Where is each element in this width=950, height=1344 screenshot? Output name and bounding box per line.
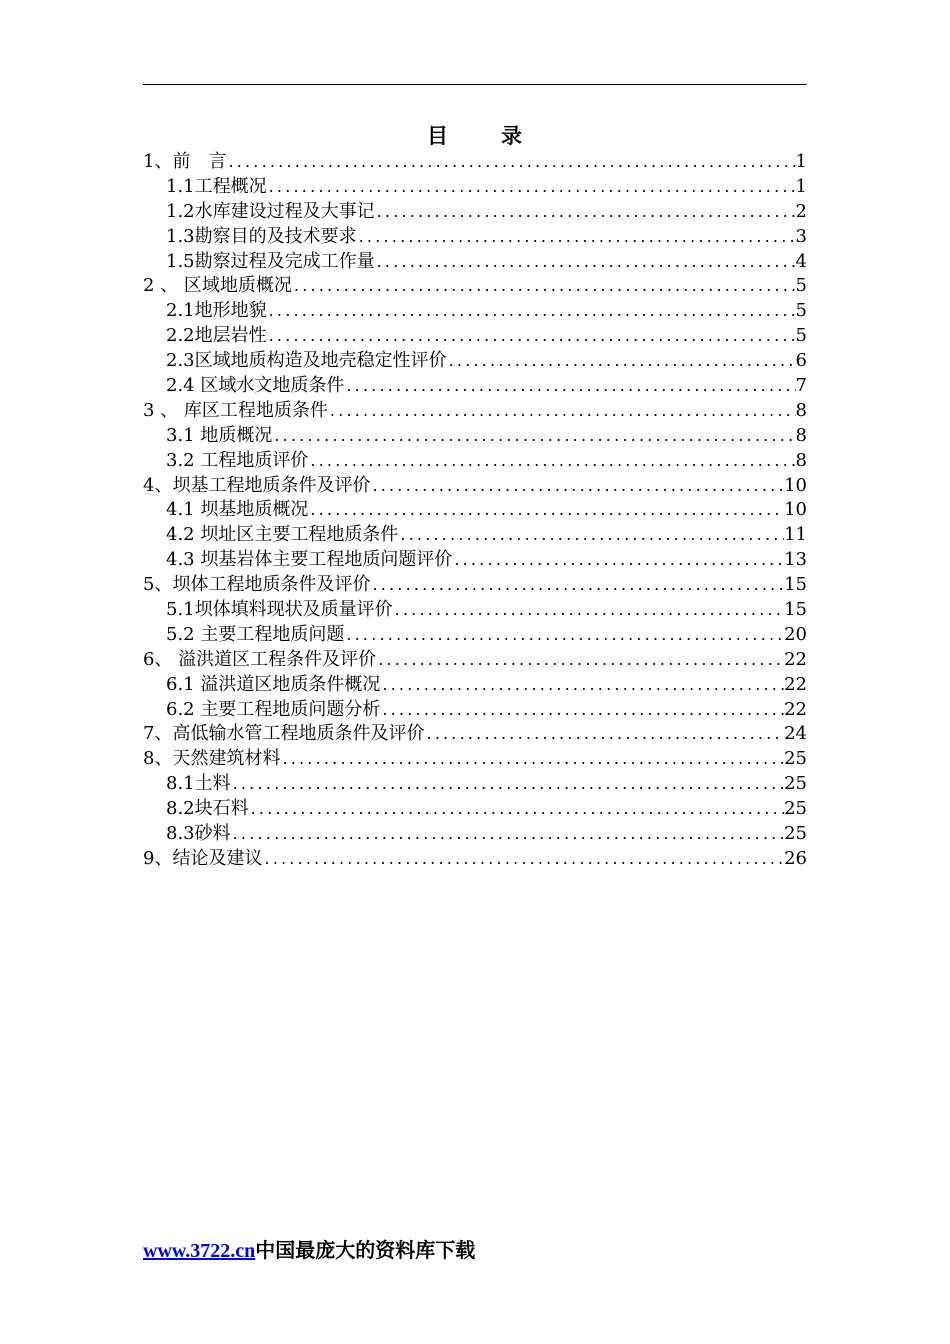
toc-entry-page: 5 bbox=[795, 275, 807, 297]
toc-entry[interactable] bbox=[143, 498, 807, 523]
toc-entry-page: 6 bbox=[795, 350, 807, 372]
table-of-contents bbox=[143, 150, 807, 872]
toc-entry[interactable] bbox=[143, 250, 807, 275]
toc-leader-dots bbox=[344, 623, 784, 648]
toc-entry-label: 6、 溢洪道区工程条件及评价 bbox=[143, 648, 377, 670]
toc-entry-page: 4 bbox=[795, 250, 807, 272]
toc-leader-dots bbox=[249, 797, 784, 822]
toc-entry-label: 4.1 坝基地质概况 bbox=[166, 499, 309, 521]
toc-leader-dots bbox=[380, 673, 784, 698]
toc-title-right: 录 bbox=[501, 123, 523, 148]
toc-entry[interactable] bbox=[143, 847, 807, 872]
toc-entry[interactable] bbox=[143, 722, 807, 747]
toc-entry-label: 4、坝基工程地质条件及评价 bbox=[143, 474, 371, 496]
toc-entry-label: 4.3 坝基岩体主要工程地质问题评价 bbox=[166, 549, 453, 571]
toc-entry[interactable] bbox=[143, 822, 807, 847]
toc-entry[interactable] bbox=[143, 324, 807, 349]
toc-entry[interactable] bbox=[143, 698, 807, 723]
toc-entry-page: 22 bbox=[784, 673, 807, 695]
toc-entry-label: 3.1 地质概况 bbox=[166, 424, 273, 446]
toc-entry-page: 13 bbox=[784, 549, 807, 571]
footer-text: 中国最庞大的资料库下载 bbox=[255, 1238, 476, 1262]
toc-leader-dots bbox=[267, 175, 796, 200]
toc-entry-label: 2.4 区域水文地质条件 bbox=[166, 375, 345, 397]
toc-entry-page: 10 bbox=[784, 474, 807, 496]
toc-entry-label: 1.5勘察过程及完成工作量 bbox=[166, 250, 375, 272]
toc-entry[interactable] bbox=[143, 200, 807, 225]
toc-entry[interactable] bbox=[143, 648, 807, 673]
toc-entry-label: 9、结论及建议 bbox=[143, 847, 263, 869]
toc-entry-page: 15 bbox=[784, 574, 807, 596]
toc-entry-page: 11 bbox=[784, 524, 807, 546]
toc-title bbox=[143, 122, 807, 150]
toc-title-left: 目 bbox=[427, 123, 449, 148]
toc-entry-page: 5 bbox=[795, 300, 807, 322]
toc-entry[interactable] bbox=[143, 274, 807, 299]
toc-entry-page: 25 bbox=[784, 823, 807, 845]
toc-entry-label: 8.3砂料 bbox=[166, 823, 231, 845]
toc-leader-dots bbox=[452, 548, 784, 573]
toc-entry[interactable] bbox=[143, 523, 807, 548]
toc-entry-page: 22 bbox=[784, 698, 807, 720]
toc-entry-page: 25 bbox=[784, 748, 807, 770]
toc-entry[interactable] bbox=[143, 374, 807, 399]
toc-entry-page: 15 bbox=[784, 599, 807, 621]
toc-entry-label: 2.2地层岩性 bbox=[166, 325, 267, 347]
toc-entry[interactable] bbox=[143, 623, 807, 648]
toc-entry[interactable] bbox=[143, 349, 807, 374]
toc-leader-dots bbox=[267, 324, 796, 349]
toc-entry-page: 1 bbox=[795, 175, 807, 197]
toc-entry-page: 24 bbox=[784, 723, 807, 745]
toc-entry[interactable] bbox=[143, 399, 807, 424]
toc-entry[interactable] bbox=[143, 573, 807, 598]
toc-leader-dots bbox=[328, 399, 796, 424]
toc-entry-label: 4.2 坝址区主要工程地质条件 bbox=[166, 524, 399, 546]
toc-leader-dots bbox=[226, 150, 795, 175]
toc-entry[interactable] bbox=[143, 225, 807, 250]
toc-leader-dots bbox=[272, 424, 795, 449]
toc-entry[interactable] bbox=[143, 673, 807, 698]
toc-entry-page: 20 bbox=[784, 623, 807, 645]
toc-leader-dots bbox=[370, 573, 784, 598]
toc-leader-dots bbox=[267, 299, 796, 324]
toc-entry-label: 3 、 库区工程地质条件 bbox=[143, 399, 328, 421]
toc-entry[interactable] bbox=[143, 598, 807, 623]
toc-entry[interactable] bbox=[143, 474, 807, 499]
toc-entry[interactable] bbox=[143, 299, 807, 324]
toc-entry[interactable] bbox=[143, 772, 807, 797]
toc-leader-dots bbox=[393, 598, 784, 623]
toc-leader-dots bbox=[375, 250, 796, 275]
toc-entry-page: 5 bbox=[795, 325, 807, 347]
toc-leader-dots bbox=[375, 200, 796, 225]
toc-leader-dots bbox=[370, 474, 784, 499]
toc-entry[interactable] bbox=[143, 548, 807, 573]
toc-entry[interactable] bbox=[143, 449, 807, 474]
toc-leader-dots bbox=[292, 274, 796, 299]
toc-leader-dots bbox=[357, 225, 796, 250]
footer bbox=[143, 1234, 475, 1267]
toc-leader-dots bbox=[380, 698, 784, 723]
toc-entry-label: 6.1 溢洪道区地质条件概况 bbox=[166, 673, 381, 695]
toc-entry-page: 25 bbox=[784, 773, 807, 795]
toc-leader-dots bbox=[376, 648, 784, 673]
toc-entry-page: 26 bbox=[784, 847, 807, 869]
toc-leader-dots bbox=[308, 449, 795, 474]
toc-entry-label: 3.2 工程地质评价 bbox=[166, 449, 309, 471]
toc-leader-dots bbox=[344, 374, 795, 399]
toc-entry[interactable] bbox=[143, 424, 807, 449]
toc-entry-page: 8 bbox=[795, 424, 807, 446]
toc-leader-dots bbox=[308, 498, 784, 523]
toc-entry-page: 8 bbox=[795, 449, 807, 471]
toc-leader-dots bbox=[398, 523, 784, 548]
toc-leader-dots bbox=[424, 722, 784, 747]
toc-entry-label: 2.3区域地质构造及地壳稳定性评价 bbox=[166, 350, 447, 372]
toc-entry[interactable] bbox=[143, 175, 807, 200]
toc-entry-page: 25 bbox=[784, 798, 807, 820]
toc-leader-dots bbox=[262, 847, 784, 872]
toc-entry-label: 6.2 主要工程地质问题分析 bbox=[166, 698, 381, 720]
footer-link[interactable]: www.3722.cn bbox=[143, 1240, 256, 1262]
toc-entry-label: 8、天然建筑材料 bbox=[143, 748, 281, 770]
toc-entry-page: 3 bbox=[795, 225, 807, 247]
toc-entry-page: 10 bbox=[784, 499, 807, 521]
toc-entry-label: 2 、 区域地质概况 bbox=[143, 275, 292, 297]
toc-entry-label: 1.2水库建设过程及大事记 bbox=[166, 200, 375, 222]
toc-entry-page: 22 bbox=[784, 648, 807, 670]
toc-entry-label: 5.2 主要工程地质问题 bbox=[166, 623, 345, 645]
toc-entry[interactable] bbox=[143, 797, 807, 822]
toc-entry-label: 1.3勘察目的及技术要求 bbox=[166, 225, 357, 247]
toc-entry-label: 8.2块石料 bbox=[166, 798, 249, 820]
toc-leader-dots bbox=[231, 772, 784, 797]
toc-entry[interactable] bbox=[143, 150, 807, 175]
toc-entry-page: 7 bbox=[795, 375, 807, 397]
toc-entry[interactable] bbox=[143, 747, 807, 772]
toc-leader-dots bbox=[280, 747, 784, 772]
header-rule bbox=[143, 84, 807, 85]
toc-leader-dots bbox=[231, 822, 784, 847]
toc-entry-label: 7、高低输水管工程地质条件及评价 bbox=[143, 723, 425, 745]
toc-entry-label: 5.1坝体填料现状及质量评价 bbox=[166, 599, 393, 621]
toc-entry-label: 1.1工程概况 bbox=[166, 175, 267, 197]
toc-entry-page: 8 bbox=[795, 399, 807, 421]
toc-entry-label: 2.1地形地貌 bbox=[166, 300, 267, 322]
toc-entry-label: 8.1土料 bbox=[166, 773, 231, 795]
toc-entry-label: 1、前 言 bbox=[143, 151, 227, 172]
toc-entry-page: 2 bbox=[795, 200, 807, 222]
toc-entry-page: 1 bbox=[795, 151, 807, 172]
toc-leader-dots bbox=[447, 349, 796, 374]
toc-entry-label: 5、坝体工程地质条件及评价 bbox=[143, 574, 371, 596]
